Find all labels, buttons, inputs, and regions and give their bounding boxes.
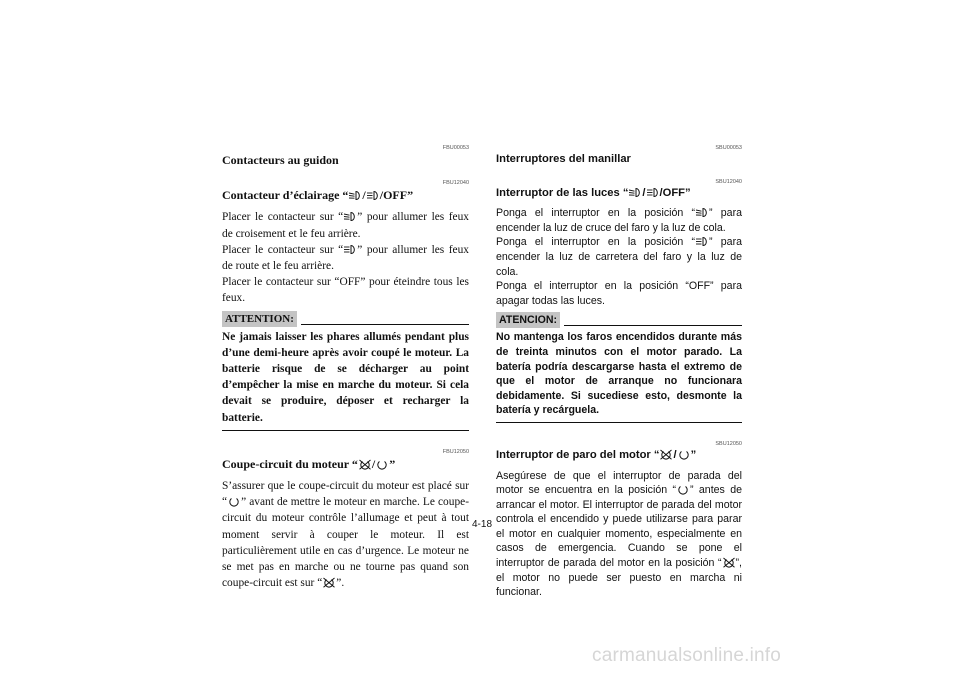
attention-label: ATENCION: bbox=[496, 312, 560, 328]
engine-run-icon bbox=[677, 449, 691, 460]
section-code: FBU00053 bbox=[442, 145, 469, 151]
engine-run-icon bbox=[375, 459, 389, 470]
engine-stop-icon bbox=[322, 577, 336, 588]
divider bbox=[564, 325, 742, 326]
light-switch-title: Contacteur d’éclairage “ / /OFF” bbox=[222, 188, 414, 203]
high-beam-icon bbox=[695, 236, 709, 247]
section-code: SBU12040 bbox=[715, 178, 742, 185]
section-code: SBU12050 bbox=[715, 440, 742, 447]
attention-text: Ne jamais laisser les phares allumés pendant plus d’une demi-heure après avoir coupé le moteur. La batterie risque de se décharger au point d’empêcher la mise en marche du moteur. Si cela devait se produire, déposer et recharger la batterie. bbox=[222, 329, 469, 431]
paragraph: Placer le contacteur sur “OFF” pour éteindre tous les feux. bbox=[222, 276, 469, 305]
high-beam-icon bbox=[343, 244, 357, 255]
low-beam-icon bbox=[628, 187, 642, 198]
paragraph: Ponga el interruptor en la posición “ ” para encender la luz de cruce del faro y la luz de cola. bbox=[496, 207, 742, 234]
section-code: SBU00053 bbox=[715, 145, 742, 151]
paragraph: Ponga el interruptor en la posición “ ” para encender la luz de carretera del faro y la luz de cola. bbox=[496, 236, 742, 278]
section-code: FBU12040 bbox=[442, 180, 469, 187]
attention-text: No mantenga los faros encendidos durante más de treinta minutos con el motor parado. La batería podría descargarse hasta el extremo de que el motor de arranque no funcionara debidamente. Si sucediese esto, desmonte la batería y recárguela. bbox=[496, 330, 742, 423]
engine-stop-title: Coupe-circuit du moteur “ / ” bbox=[222, 456, 396, 471]
high-beam-icon bbox=[646, 187, 660, 198]
attention-header bbox=[496, 312, 742, 328]
french-column bbox=[222, 145, 469, 591]
light-switch-title: Interruptor de las luces “ / /OFF” bbox=[496, 186, 691, 199]
engine-stop-icon bbox=[722, 557, 736, 568]
page-number: 4-18 bbox=[472, 519, 493, 530]
engine-stop-title: Interruptor de paro del motor “ / ” bbox=[496, 448, 697, 461]
low-beam-icon bbox=[343, 211, 357, 222]
paragraph: Asegúrese de que el interruptor de parada del motor se encuentra en la posición “ ” antes de arrancar el motor. El interruptor de parada del motor controla el encendido y puede utilizarse para parar el motor en cualquier momento, especialmente en casos de emergencia. Cuando se pone el interruptor de parada del motor en la posición “ ”, el motor no puede ser puesto en marcha ni funcionar. bbox=[496, 469, 742, 599]
section-title: Contacteurs au guidon bbox=[222, 153, 339, 167]
paragraph: Placer le contacteur sur “ ” pour allumer les feux de route et le feu arrière. bbox=[222, 243, 469, 273]
section-title: Interruptores del manillar bbox=[496, 153, 631, 165]
section-code: FBU12050 bbox=[442, 448, 469, 455]
attention-header bbox=[222, 311, 469, 327]
spanish-column bbox=[496, 145, 742, 600]
paragraph: Ponga el interruptor en la posición “OFF” para apagar todas las luces. bbox=[496, 280, 742, 307]
paragraph: Placer le contacteur sur “ ” pour allumer les feux de croisement et le feu arrière. bbox=[222, 211, 469, 240]
engine-stop-icon bbox=[659, 449, 673, 460]
paragraph: S’assurer que le coupe-circuit du moteur est placé sur “ ” avant de mettre le moteur en marche. Le coupe-circuit du moteur contrôle l’allumage et peut à tout moment servir à couper le moteur. Il est particulièrement utile en cas d’urgence. Le moteur ne se met pas en marche ou ne tourne pas quand son coupe-circuit est sur “ ”. bbox=[222, 480, 469, 590]
attention-label: ATTENTION: bbox=[222, 311, 297, 327]
low-beam-icon bbox=[348, 190, 362, 201]
engine-stop-icon bbox=[358, 459, 372, 470]
engine-run-icon bbox=[676, 484, 690, 495]
divider bbox=[301, 324, 469, 325]
engine-run-icon bbox=[227, 496, 241, 507]
high-beam-icon bbox=[366, 190, 380, 201]
watermark: carmanualsonline.info bbox=[592, 645, 782, 666]
low-beam-icon bbox=[695, 207, 709, 218]
